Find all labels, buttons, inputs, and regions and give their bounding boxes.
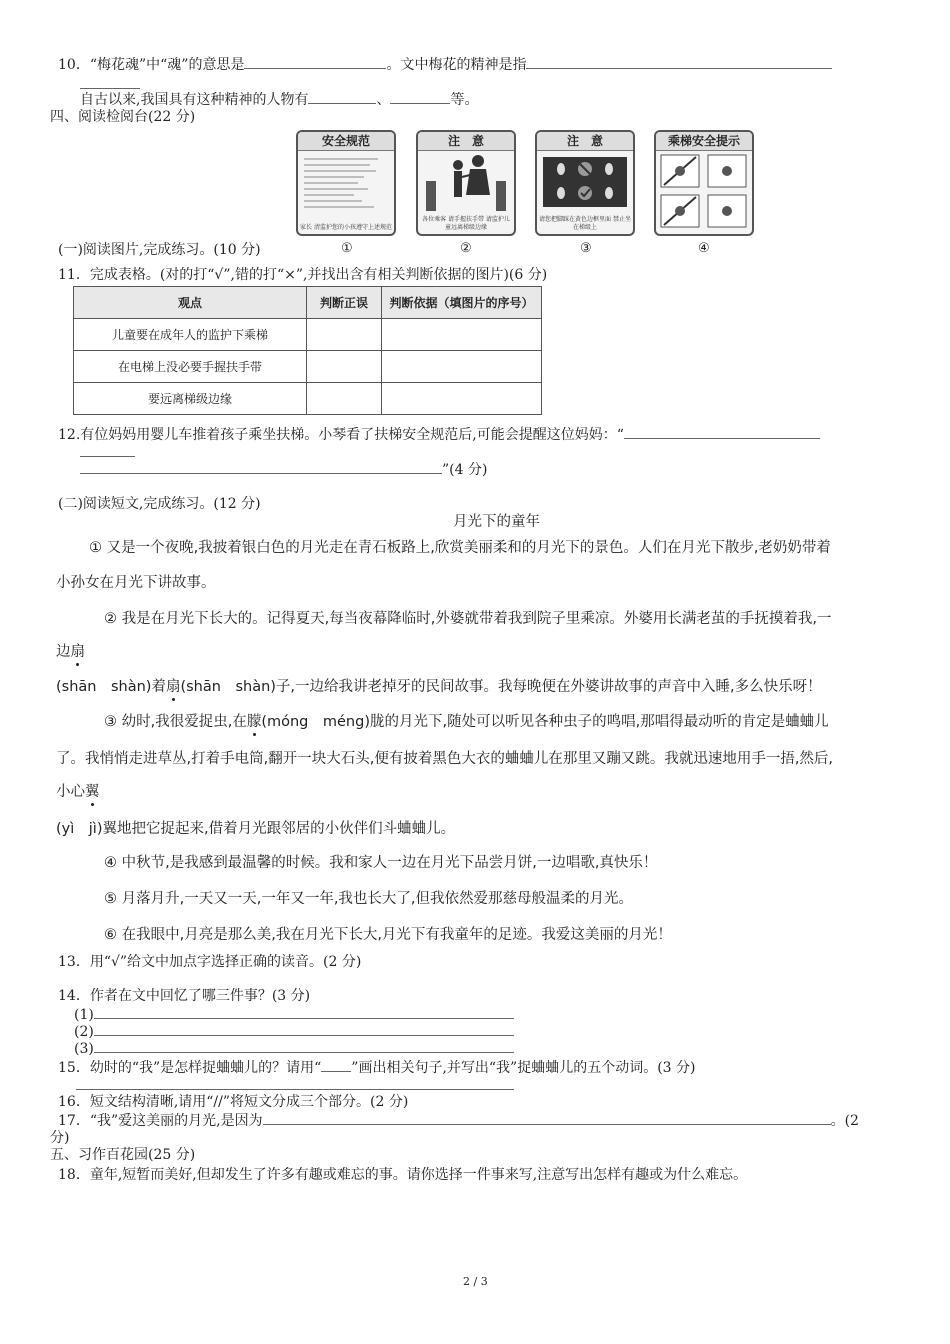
q15-underline-sample — [321, 1057, 351, 1072]
sign-number-4: ④ — [698, 241, 710, 256]
q12-line2: ”(4 分) — [80, 459, 487, 480]
article-p4: ④ 中秋节,是我感到最温馨的时候。我和家人一边在月光下品尝月饼,一边唱歌,真快乐！ — [104, 855, 658, 871]
article-p1b: 小孙女在月光下讲故事。 — [56, 575, 216, 591]
q10-line1: 10．“梅花魂”中“魂”的意思是 。文中梅花的精神是指 — [58, 54, 832, 75]
judgement-cell[interactable] — [307, 383, 382, 415]
q14-blank-1[interactable] — [94, 1004, 514, 1019]
q14-answer-3: (3) — [74, 1038, 514, 1059]
q12-blank2[interactable] — [80, 459, 442, 474]
article-p2c: (shān shàn)着扇(shān shàn)子,一边给我讲老掉牙的民间故事。我每晚便在外婆讲故事的声音中入睡,多么快乐呀！ — [56, 679, 822, 695]
table-header-row — [74, 287, 542, 319]
part1-title: (一)阅读图片,完成练习。(10 分) — [58, 242, 261, 258]
article-p1a: ① 又是一个夜晚,我披着银白色的月光走在青石板路上,欣赏美丽柔和的月光下的景色。人们在月光下散步,老奶奶带着 — [89, 540, 831, 556]
safety-tips-icon — [656, 151, 752, 236]
section-5-title: 五、习作百花园(25 分) — [50, 1147, 196, 1163]
table-header: 观点 — [74, 287, 307, 319]
judgement-cell[interactable] — [307, 319, 382, 351]
judgement-cell[interactable] — [307, 351, 382, 383]
viewpoint-cell: 儿童要在成年人的监护下乘梯 — [74, 319, 307, 351]
page-number: 2 / 3 — [463, 1275, 488, 1288]
q12-blank[interactable] — [624, 424, 820, 439]
evidence-cell[interactable] — [382, 319, 542, 351]
sign-safety-rules: 安全规范 家长 清监护您的小孩遵守上述规范 — [296, 130, 396, 236]
sign-elevator-tips: 乘梯安全提示 — [654, 130, 754, 236]
table-header: 判断正误 — [307, 287, 382, 319]
q10-blank-spirit[interactable] — [526, 54, 832, 69]
q10-blank-person2[interactable] — [390, 89, 450, 104]
article-p2a: ② 我是在月光下长大的。记得夏天,每当夜幕降临时,外婆就带着我到院子里乘凉。外婆用长满老茧的手抚摸着我,一 — [104, 611, 832, 627]
q14-answer-1: (1) — [74, 1004, 514, 1025]
q12-blank-cont[interactable] — [80, 442, 135, 457]
part2-title: (二)阅读短文,完成练习。(12 分) — [58, 496, 261, 512]
q15-prompt: 15．幼时的“我”是怎样捉蛐蛐儿的？请用“ ”画出相关句子,并写出“我”捉蛐蛐儿的五个动词。(3 分) — [58, 1057, 696, 1078]
sign-number-1: ① — [341, 241, 353, 256]
sign-hold-handrail: 注 意 各位乘客 请手握扶手带 请监护儿童远离梯级边缘 — [416, 130, 516, 236]
q10-blank-spirit-cont[interactable] — [80, 74, 140, 89]
sign-yellow-border: 注 意 请您把脚踩在黄色边框里面 禁止坐在梯级上 — [535, 130, 635, 236]
article-p3a: ③ 幼时,我很爱捉虫,在朦(móng méng)胧的月光下,随处可以听见各种虫子的鸣唱,那唱得最动听的肯定是蛐蛐儿 — [104, 714, 829, 730]
sign-number-3: ③ — [580, 241, 592, 256]
dotted-char: 翼 — [85, 784, 100, 800]
q11-prompt: 11．完成表格。(对的打“√”,错的打“×”,并找出含有相关判断依据的图片)(6 分) — [58, 267, 548, 283]
q16-prompt: 16．短文结构清晰,请用“//”将短文分成三个部分。(2 分) — [58, 1094, 409, 1110]
article-p2b: 边扇 — [56, 644, 85, 660]
article-p3b: 了。我悄悄走进草丛,打着手电筒,翻开一块大石头,便有披着黑色大衣的蛐蛐儿在那里又蹦又跳。我就迅速地用手一捂,然后, — [56, 751, 834, 767]
q18-prompt: 18．童年,短暂而美好,但却发生了许多有趣或难忘的事。请你选择一件事来写,注意写出怎样有趣或为什么难忘。 — [58, 1167, 748, 1183]
table-row — [74, 351, 542, 383]
q10-line2: 自古以来,我国具有这种精神的人物有 、 等。 — [80, 89, 478, 110]
viewpoint-cell: 要远离梯级边缘 — [74, 383, 307, 415]
article-p6: ⑥ 在我眼中,月亮是那么美,我在月光下长大,月光下有我童年的足迹。我爱这美丽的月光！ — [104, 927, 672, 943]
table-row — [74, 383, 542, 415]
q12-line1: 12.有位妈妈用婴儿车推着孩子乘坐扶梯。小琴看了扶梯安全规范后,可能会提醒这位妈妈：“ — [58, 424, 820, 445]
article-title: 月光下的童年 — [453, 514, 540, 530]
q14-answer-2: (2) — [74, 1021, 514, 1042]
table-row — [74, 319, 542, 351]
q10-blank-person1[interactable] — [308, 89, 376, 104]
table-header: 判断依据（填图片的序号） — [382, 287, 542, 319]
family-handrail-icon — [418, 151, 514, 217]
q10-blank-meaning[interactable] — [244, 54, 386, 69]
sign-number-2: ② — [460, 241, 472, 256]
evidence-cell[interactable] — [382, 383, 542, 415]
q14-prompt: 14．作者在文中回忆了哪三件事？(3 分) — [58, 988, 311, 1004]
dotted-char: 扇 — [165, 679, 181, 695]
q17-wrap: 分) — [50, 1130, 70, 1146]
q15-blank[interactable] — [76, 1075, 514, 1090]
q14-blank-2[interactable] — [94, 1021, 514, 1036]
judgement-table — [73, 286, 542, 415]
q17-line: 17．“我”爱这美丽的月光,是因为 。(2 — [58, 1110, 859, 1131]
article-p3c: 小心翼 — [56, 784, 100, 800]
q13-prompt: 13．用“√”给文中加点字选择正确的读音。(2 分) — [58, 954, 362, 970]
q14-blank-3[interactable] — [94, 1038, 514, 1053]
footprints-icon — [537, 151, 633, 217]
viewpoint-cell: 在电梯上没必要手握扶手带 — [74, 351, 307, 383]
evidence-cell[interactable] — [382, 351, 542, 383]
article-p5: ⑤ 月落月升,一天又一天,一年又一年,我也长大了,但我依然爱那慈母般温柔的月光。 — [104, 891, 634, 907]
dotted-char: 扇 — [70, 644, 85, 660]
article-p3d: (yì jì)翼地把它捉起来,借着月光跟邻居的小伙伴们斗蛐蛐儿。 — [56, 821, 456, 837]
section-4-title: 四、阅读检阅台(22 分) — [50, 109, 196, 125]
dotted-char: 朦 — [246, 714, 262, 730]
q17-blank[interactable] — [263, 1110, 831, 1125]
